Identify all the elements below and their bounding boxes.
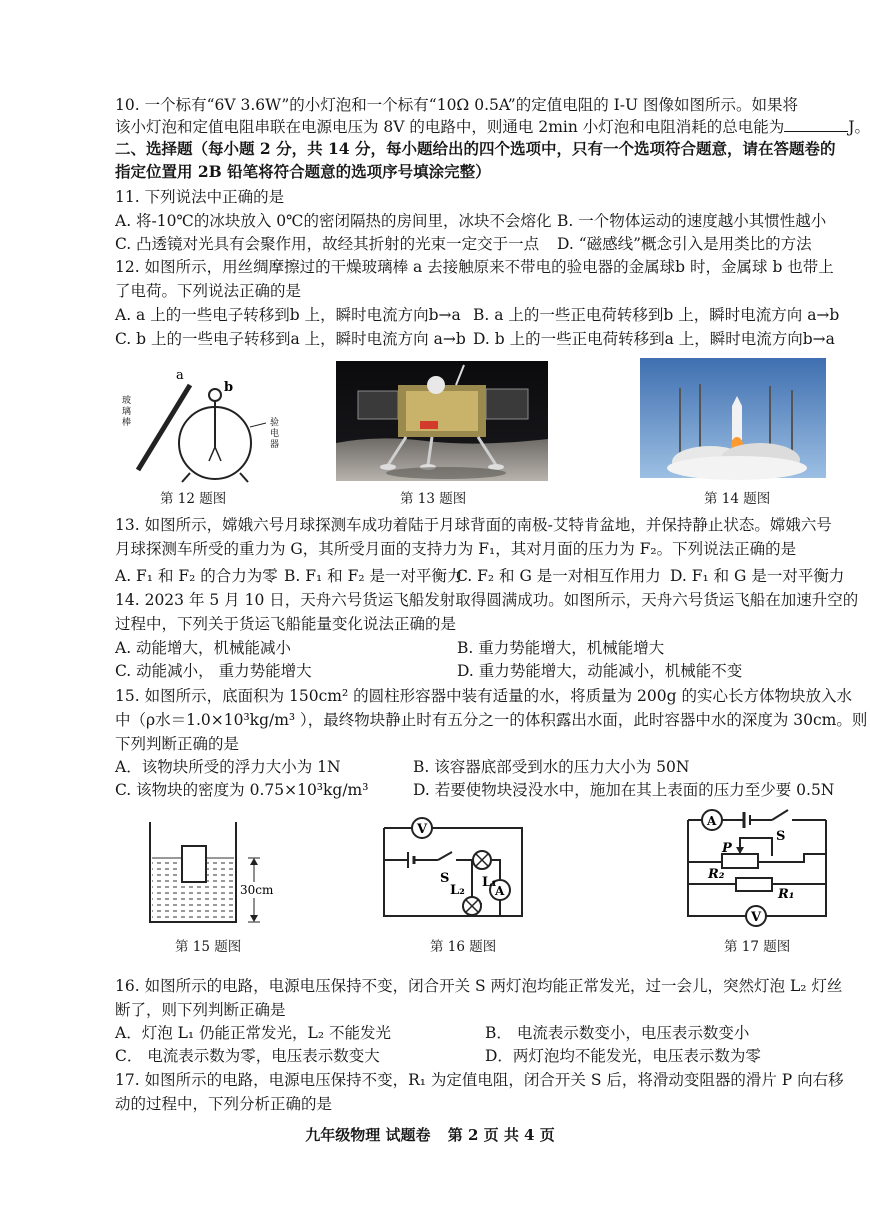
ammeter-a-16: A [495, 884, 505, 898]
q15-line1: 15. 如图所示，底面积为 150cm² 的圆柱形容器中装有适量的水，将质量为 200g 的实心长方体物块放入水 [115, 687, 852, 705]
q15-line3: 下列判断正确的是 [115, 735, 240, 753]
q12-line1: 12. 如图所示，用丝绸摩擦过的干燥玻璃棒 a 去接触原来不带电的验电器的金属球b 时，金属球 b 也带上 [115, 258, 834, 276]
footer-subject: 九年级物理 试题卷 [305, 1126, 431, 1144]
q12-option-b: B. a 上的一些正电荷转移到b 上，瞬时电流方向 a→b [473, 306, 840, 324]
section2-heading-line2: 指定位置用 2B 铅笔将符合题意的选项序号填涂完整） [115, 162, 491, 181]
resistor-r2-label: R₂ [708, 867, 725, 882]
fig17-caption: 第 17 题图 [724, 939, 791, 955]
rocket-launch-photo [640, 358, 826, 478]
rod-text-1: 玻 [122, 396, 132, 406]
ammeter-a-17: A [707, 814, 717, 828]
q10-line1: 10. 一个标有“6V 3.6W”的小灯泡和一个标有“10Ω 0.5A”的定值电阻的 I-U 图像如图所示。如果将 [115, 96, 798, 114]
q15-option-d: D. 若要使物块浸没水中，施加在其上表面的压力至少要 0.5N [413, 781, 835, 799]
rod-label-a: a [176, 368, 184, 383]
lamp-l1-label: L₁ [482, 875, 497, 890]
q13-option-a: A. F₁ 和 F₂ 的合力为零 [115, 567, 278, 585]
q12-option-c: C. b 上的一些电子转移到a 上，瞬时电流方向 a→b [115, 330, 466, 348]
device-text-1: 验 [270, 418, 280, 428]
q10-unit: J。 [848, 118, 870, 136]
circuit-17-figure [682, 806, 832, 930]
switch-s-17: S [776, 829, 786, 844]
footer-page-number: 第 2 页 共 4 页 [447, 1126, 555, 1144]
device-text-2: 电 [270, 429, 280, 439]
q14-option-d: D. 重力势能增大，动能减小，机械能不变 [457, 662, 743, 680]
resistor-r1-label: R₁ [778, 887, 795, 902]
fig16-caption: 第 16 题图 [430, 939, 497, 955]
section2-heading: 二、选择题（每小题 2 分，共 14 分，每小题给出的四个选项中，只有一个选项符合题意，请在答题卷的 [115, 139, 836, 158]
q16-line2: 断了，则下列判断正确是 [115, 1001, 286, 1019]
q17-line1: 17. 如图所示的电路，电源电压保持不变，R₁ 为定值电阻，闭合开关 S 后，将滑动变阻器的滑片 P 向右移 [115, 1071, 844, 1089]
slider-p-label: P [722, 841, 732, 856]
q12-option-d: D. b 上的一些正电荷转移到a 上，瞬时电流方向b→a [473, 330, 835, 348]
q11-option-d: D. “磁感线”概念引入是用类比的方法 [557, 235, 812, 253]
q16-option-b: B． 电流表示数变小，电压表示数变小 [485, 1024, 750, 1042]
q15-option-b: B. 该容器底部受到水的压力大小为 50N [413, 758, 690, 776]
q15-option-a: A．该物块所受的浮力大小为 1N [115, 758, 341, 776]
q13-option-d: D. F₁ 和 G 是一对平衡力 [670, 567, 845, 585]
q11-option-c: C. 凸透镜对光具有会聚作用，故经其折射的光束一定交于一点 [115, 235, 540, 253]
fig13-caption: 第 13 题图 [400, 491, 467, 507]
fig12-caption: 第 12 题图 [160, 491, 227, 507]
q13-option-c: C. F₂ 和 G 是一对相互作用力 [456, 567, 661, 585]
voltmeter-v-17: V [751, 910, 762, 925]
q13-line2: 月球探测车所受的重力为 G，其所受月面的支持力为 F₁，其对月面的压力为 F₂。下列说法正确的是 [115, 540, 797, 558]
q14-option-a: A. 动能增大，机械能减小 [115, 639, 292, 657]
q13-option-b: B. F₁ 和 F₂ 是一对平衡力 [284, 567, 463, 585]
q15-option-c: C. 该物块的密度为 0.75×10³kg/m³ [115, 781, 369, 799]
rod-text-3: 棒 [122, 418, 132, 428]
switch-s-16: S [440, 871, 450, 886]
q16-option-c: C． 电流表示数为零，电压表示数变大 [115, 1047, 380, 1065]
fig15-caption: 第 15 题图 [175, 939, 242, 955]
q11-option-a: A. 将-10℃的冰块放入 0℃的密闭隔热的房间里，冰块不会熔化 [115, 212, 552, 230]
fig14-caption: 第 14 题图 [704, 491, 771, 507]
q15-line2: 中（ρ水＝1.0×10³kg/m³ ），最终物块静止时有五分之一的体积露出水面，此时容器中水的深度为 30cm。则 [115, 711, 868, 729]
lunar-lander-photo [336, 361, 548, 481]
lamp-l2-label: L₂ [450, 883, 465, 898]
q11-stem: 11. 下列说法中正确的是 [115, 188, 285, 206]
q16-option-a: A．灯泡 L₁ 仍能正常发光，L₂ 不能发光 [115, 1024, 391, 1042]
q13-line1: 13. 如图所示，嫦娥六号月球探测车成功着陆于月球背面的南极-艾特肯盆地，并保持静止状态。嫦娥六号 [115, 516, 832, 534]
answer-blank [784, 117, 848, 132]
page-footer [0, 1124, 860, 1145]
device-text-3: 器 [270, 440, 280, 450]
q14-option-b: B. 重力势能增大，机械能增大 [457, 639, 665, 657]
voltmeter-v-16: V [417, 822, 428, 837]
electroscope-figure [120, 365, 290, 485]
q14-line1: 14. 2023 年 5 月 10 日，天舟六号货运飞船发射取得圆满成功。如图所示，天舟六号货运飞船在加速升空的 [115, 591, 859, 609]
q16-option-d: D．两灯泡均不能发光，电压表示数为零 [485, 1047, 761, 1065]
depth-label: 30cm [240, 883, 274, 897]
q14-line2: 过程中，下列关于货运飞船能量变化说法正确的是 [115, 615, 457, 633]
q14-option-c: C. 动能减小， 重力势能增大 [115, 662, 312, 680]
q16-line1: 16. 如图所示的电路，电源电压保持不变，闭合开关 S 两灯泡均能正常发光，过一会儿，突然灯泡 L₂ 灯丝 [115, 977, 843, 995]
q10-line2 [115, 117, 870, 137]
ball-label-b: b [224, 380, 234, 395]
circuit-16-figure [378, 814, 528, 926]
q11-option-b: B. 一个物体运动的速度越小其惯性越小 [557, 212, 827, 230]
q12-option-a: A. a 上的一些电子转移到b 上，瞬时电流方向b→a [115, 306, 461, 324]
container-figure [140, 818, 290, 928]
q12-line2: 了电荷。下列说法正确的是 [115, 282, 302, 300]
q10-line2-text: 该小灯泡和定值电阻串联在电源电压为 8V 的电路中，则通电 2min 小灯泡和电阻消耗的总电能为 [115, 118, 785, 136]
rod-text-2: 璃 [122, 407, 132, 417]
q17-line2: 动的过程中，下列分析正确的是 [115, 1095, 333, 1113]
